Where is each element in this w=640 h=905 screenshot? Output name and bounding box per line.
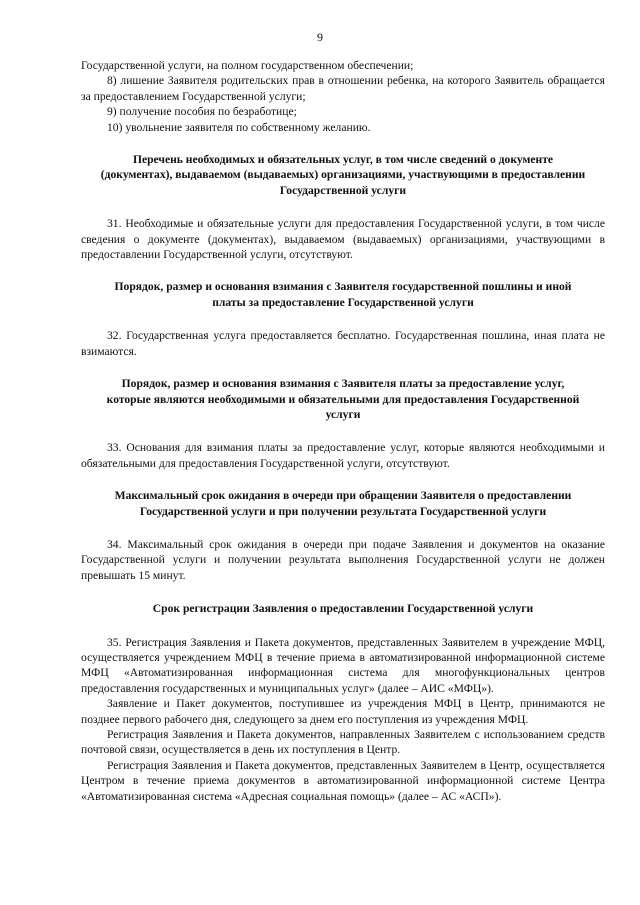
paragraph-35-mfc: Заявление и Пакет документов, поступившее из учреждения МФЦ в Центр, принимаются не позднее первого рабочего дня, следующего за днем его поступления из учреждения МФЦ. (81, 697, 605, 726)
section-heading-service-fee: Порядок, размер и основания взимания с Заявителя платы за предоставление услуг, которые являются необходимыми и обязательными для предоставления Государственной услуги (106, 377, 580, 421)
page-number: 9 (317, 30, 323, 44)
page-content (81, 58, 605, 804)
paragraph-32: 32. Государственная услуга предоставляется бесплатно. Государственная пошлина, иная плата не взимаются. (81, 329, 605, 358)
paragraph-34: 34. Максимальный срок ожидания в очереди при подаче Заявления и документов на оказание Государственной услуги и получении результата выполнения Государственной услуги не должен превышать 15 минут. (81, 537, 605, 582)
section-heading-queue-time: Максимальный срок ожидания в очереди при обращении Заявителя о предоставлении Государственной услуги и при получении результата Государственной услуги (114, 489, 572, 518)
list-item-8: 8) лишение Заявителя родительских прав в отношении ребенка, на которого Заявитель обращается за предоставлением Государственной услуги; (81, 74, 605, 103)
section-heading-services: Перечень необходимых и обязательных услуг, в том числе сведений о документе (документах), выдаваемом (выдаваемых) организациями, участвующими в предоставлении Государственной услуги (100, 153, 586, 197)
paragraph-33: 33. Основания для взимания платы за предоставление услуг, которые являются необходимыми и обязательными для предоставления Государственной услуги, отсутствуют. (81, 441, 605, 470)
paragraph-35-post: Регистрация Заявления и Пакета документов, направленных Заявителем с использованием средств почтовой связи, осуществляется в день их поступления в Центр. (81, 728, 605, 757)
section-heading-state-fee: Порядок, размер и основания взимания с Заявителя государственной пошлины и иной платы за предоставление Государственной услуги (114, 280, 572, 309)
paragraph-31: 31. Необходимые и обязательные услуги для предоставления Государственной услуги, в том числе сведения о документе (документах), выдаваемом (выдаваемых) организациями, участвующими в предоставлении Государственной услуги, отсутствуют. (81, 217, 605, 262)
list-item-10: 10) увольнение заявителя по собственному желанию. (107, 120, 371, 134)
section-heading-registration: Срок регистрации Заявления о предоставлении Государственной услуги (152, 602, 534, 616)
list-item-9: 9) получение пособия по безработице; (107, 105, 297, 119)
paragraph-35: 35. Регистрация Заявления и Пакета документов, представленных Заявителем в учреждение МФЦ, осуществляется учреждением МФЦ в течение приема в автоматизированной информационной системе МФЦ «Автоматизированная информационная система для многофункциональных центров предоставления государственных и муниципальных услуг» (далее – АИС «МФЦ»). (81, 635, 605, 695)
list-item-continuation: Государственной услуги, на полном государственном обеспечении; (81, 59, 414, 72)
paragraph-35-center: Регистрация Заявления и Пакета документов, представленных Заявителем в Центр, осуществляется Центром в течение приема документов в автоматизированной информационной системе Центра «Автоматизированная система «Адресная социальная помощь» (далее – АС «АСП»). (81, 758, 605, 803)
